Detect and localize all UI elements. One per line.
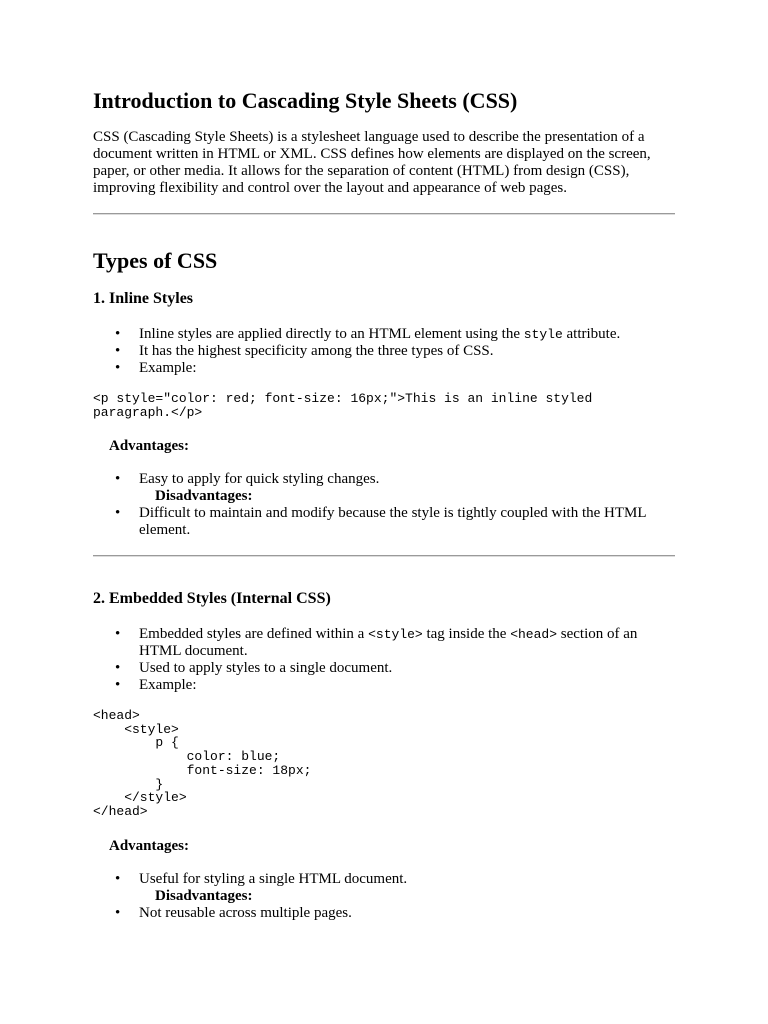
types-heading: Types of CSS (93, 248, 218, 273)
embedded-code-example: <head> <style> p { color: blue; font-size: 18px; } </style> </head> (93, 708, 312, 819)
inline-code: style (523, 327, 563, 342)
list-item (93, 326, 675, 343)
list-item-text: section of an HTML document. (139, 626, 638, 659)
divider (93, 555, 675, 557)
list-item-text: Easy to apply for quick styling changes. (139, 471, 380, 487)
list-item-text: Example: (139, 677, 197, 693)
list-item-text: tag inside the (422, 626, 511, 642)
list-item (93, 505, 675, 539)
disadvantages-label (93, 488, 675, 505)
intro-paragraph: CSS (Cascading Style Sheets) is a stylesheet language used to describe the presentation of a document written in HTML or XML. CSS defines how elements are displayed on the screen, paper, or other media. It allows for the separation of content (HTML) from design (CSS), improving flexibility and control over the layout and appearance of web pages. (93, 129, 651, 196)
list-item (93, 660, 675, 677)
bullet-icon: • (115, 360, 121, 376)
list-item (93, 626, 675, 660)
inline-bullet-list (93, 326, 675, 377)
page-title: Introduction to Cascading Style Sheets (CSS) (93, 88, 518, 113)
inline-code: <style> (368, 627, 423, 642)
list-item (93, 360, 675, 377)
list-item-text: Used to apply styles to a single document. (139, 660, 393, 676)
list-item-text: Inline styles are applied directly to an HTML element using the (139, 326, 524, 342)
bullet-icon: • (115, 471, 121, 487)
list-item (93, 905, 675, 922)
bullet-icon: • (115, 660, 121, 676)
list-item-text: Not reusable across multiple pages. (139, 905, 352, 921)
bullet-icon: • (115, 505, 121, 521)
list-item-text: Example: (139, 360, 197, 376)
embedded-bullet-list (93, 626, 675, 694)
bullet-icon: • (115, 626, 121, 642)
list-item-text: Embedded styles are defined within a (139, 626, 369, 642)
embedded-styles-heading: 2. Embedded Styles (Internal CSS) (93, 590, 331, 607)
disadvantages-label (93, 888, 675, 905)
list-item-text: attribute. (562, 326, 621, 342)
list-item (93, 471, 675, 488)
disadvantages-label-text: Disadvantages: (155, 888, 253, 904)
list-item-text: Difficult to maintain and modify because the style is tightly coupled with the HTML element. (139, 505, 646, 538)
disadvantages-label-text: Disadvantages: (155, 488, 253, 504)
bullet-icon: • (115, 905, 121, 921)
list-item (93, 677, 675, 694)
list-item-text: It has the highest specificity among the three types of CSS. (139, 343, 494, 359)
list-item (93, 343, 675, 360)
advantages-label: Advantages: (109, 438, 190, 454)
inline-code: <head> (510, 627, 558, 642)
advantages-label: Advantages: (109, 838, 190, 854)
inline-styles-heading: 1. Inline Styles (93, 290, 194, 307)
list-item-text: Useful for styling a single HTML document. (139, 871, 408, 887)
divider (93, 213, 675, 215)
bullet-icon: • (115, 871, 121, 887)
embedded-pros-cons-list (93, 871, 675, 922)
inline-code-example: <p style="color: red; font-size: 16px;">This is an inline styled paragraph.</p> (93, 391, 593, 420)
bullet-icon: • (115, 343, 121, 359)
bullet-icon: • (115, 326, 121, 342)
bullet-icon: • (115, 677, 121, 693)
list-item (93, 871, 675, 888)
inline-pros-cons-list (93, 471, 675, 539)
